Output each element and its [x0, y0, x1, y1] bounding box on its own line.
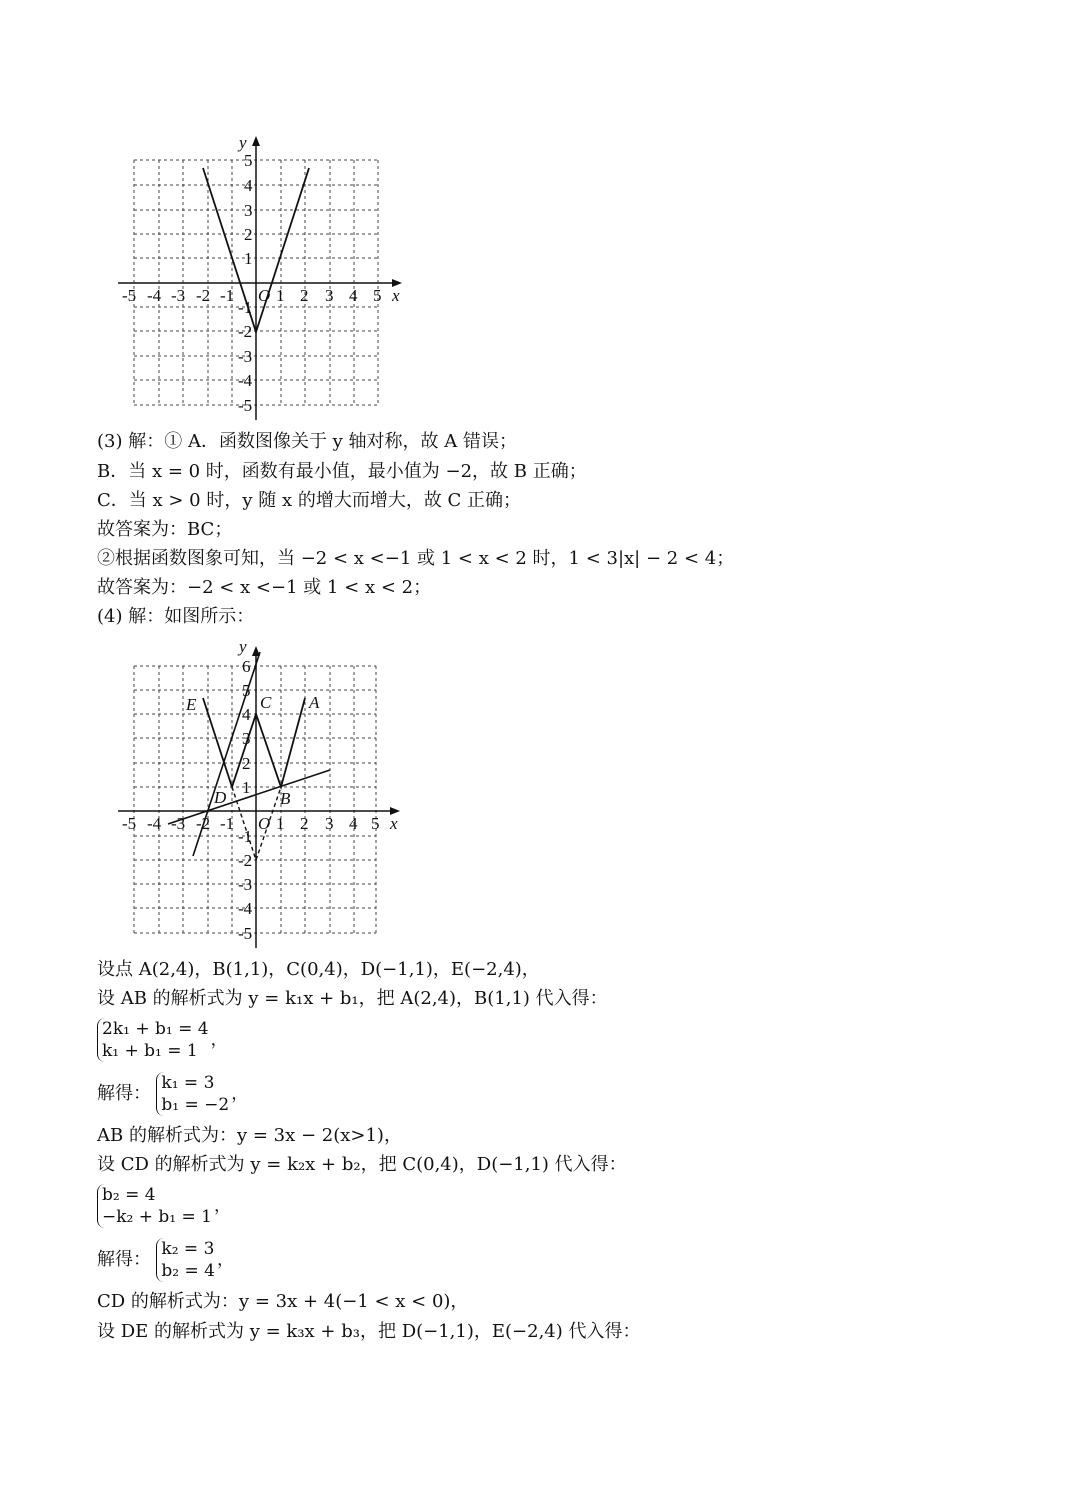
y-tick: -5 — [238, 396, 253, 415]
equation: k₂ = 3 — [161, 1239, 215, 1259]
brace-group — [156, 1238, 215, 1282]
text-line: ②根据函数图象可知，当 −2 < x <−1 或 1 < x < 2 时，1 < 3|x| − 2 < 4； — [97, 548, 735, 569]
brace-group — [156, 1072, 229, 1116]
y-tick: -4 — [238, 371, 253, 390]
y-tick: 1 — [242, 778, 251, 797]
y-tick: 5 — [244, 151, 253, 170]
x-tick: -1 — [220, 814, 235, 833]
x-tick: 4 — [349, 286, 358, 305]
x-tick: -3 — [171, 286, 186, 305]
text-line: 设点 A(2,4)，B(1,1)，C(0,4)，D(−1,1)，E(−2,4)， — [97, 959, 540, 980]
text-line: 设 DE 的解析式为 y = k₃x + b₃，把 D(−1,1)，E(−2,4) 代入得： — [97, 1321, 641, 1342]
x-tick: -5 — [122, 286, 137, 305]
y-axis-label: y — [239, 133, 247, 152]
equation: −k₂ + b₁ = 1 — [102, 1207, 212, 1227]
text-line: 故答案为：BC； — [97, 519, 233, 540]
y-tick: -1 — [238, 298, 253, 317]
y-tick: 4 — [244, 176, 253, 195]
point-label-b: B — [280, 789, 291, 808]
text-line: CD 的解析式为：y = 3x + 4(−1 < x < 0)， — [97, 1291, 469, 1312]
brace-group — [97, 1184, 212, 1228]
x-tick: -5 — [122, 814, 137, 833]
solution-label: 解得： — [97, 1083, 151, 1104]
y-tick: -2 — [238, 322, 253, 341]
x-tick: -4 — [147, 814, 162, 833]
brace-group — [97, 1018, 209, 1062]
y-tick: -3 — [238, 875, 253, 894]
origin-label: O — [258, 814, 271, 833]
piecewise-graph — [203, 698, 305, 787]
x-tick: -4 — [147, 286, 162, 305]
x-axis-label: x — [390, 814, 398, 833]
equation-system-2 — [97, 1184, 231, 1228]
y-tick: -5 — [238, 924, 253, 943]
origin-label: O — [258, 286, 271, 305]
text-line: 设 CD 的解析式为 y = k₂x + b₂，把 C(0,4)，D(−1,1) 代入得： — [97, 1154, 627, 1175]
solution-label: 解得： — [97, 1249, 151, 1270]
x-tick: 2 — [300, 814, 309, 833]
x-tick: 2 — [300, 286, 309, 305]
x-tick: 5 — [371, 814, 380, 833]
x-tick: -1 — [220, 286, 235, 305]
y-axis-arrow — [252, 136, 260, 146]
x-tick: 1 — [276, 286, 285, 305]
point-label-d: D — [214, 788, 227, 807]
solution-system-1 — [97, 1072, 248, 1116]
x-tick: 3 — [325, 286, 334, 305]
punctuation: ， — [231, 1084, 249, 1104]
point-label-e: E — [186, 695, 197, 714]
equation-system-1 — [97, 1018, 228, 1062]
point-label-c: C — [260, 693, 272, 712]
solution-system-2 — [97, 1238, 234, 1282]
punctuation: ， — [213, 1196, 231, 1216]
graph-2-svg — [110, 637, 410, 950]
y-tick: -1 — [238, 827, 253, 846]
y-tick: -4 — [238, 899, 253, 918]
y-tick: 2 — [242, 754, 251, 773]
x-axis-label: x — [392, 286, 400, 305]
x-tick: 1 — [276, 814, 285, 833]
y-tick: 5 — [242, 681, 251, 700]
y-tick: 1 — [244, 249, 253, 268]
equation: b₂ = 4 — [102, 1185, 156, 1205]
text-line: (4) 解：如图所示： — [97, 606, 255, 627]
text-line: AB 的解析式为：y = 3x − 2(x>1)， — [97, 1125, 402, 1146]
y-tick: 3 — [242, 729, 251, 748]
graph-1 — [110, 130, 410, 420]
graph-1-svg — [110, 130, 410, 420]
y-tick: -2 — [238, 851, 253, 870]
text-line: 故答案为：−2 < x <−1 或 1 < x < 2； — [97, 577, 432, 598]
x-tick: -3 — [171, 814, 186, 833]
text-line: C．当 x > 0 时，y 随 x 的增大而增大，故 C 正确； — [97, 490, 522, 511]
y-tick: -3 — [238, 347, 253, 366]
x-tick: 3 — [325, 814, 334, 833]
equation: k₁ + b₁ = 1 — [102, 1041, 198, 1061]
text-line: B．当 x = 0 时，函数有最小值，最小值为 −2，故 B 正确； — [97, 461, 587, 482]
punctuation: ， — [216, 1250, 234, 1270]
equation: b₂ = 4 — [161, 1261, 215, 1281]
y-tick: 2 — [244, 225, 253, 244]
x-tick: -2 — [196, 814, 211, 833]
x-tick: 4 — [349, 814, 358, 833]
x-tick: -2 — [196, 286, 211, 305]
y-tick: 6 — [242, 657, 251, 676]
point-label-a: A — [309, 693, 320, 712]
punctuation: ， — [210, 1030, 228, 1050]
equation: 2k₁ + b₁ = 4 — [102, 1019, 209, 1039]
equation: b₁ = −2 — [161, 1095, 230, 1115]
y-axis-label: y — [239, 637, 247, 656]
y-tick: 3 — [244, 201, 253, 220]
text-line: (3) 解：① A．函数图像关于 y 轴对称，故 A 错误； — [97, 431, 517, 452]
y-tick: 4 — [242, 705, 251, 724]
equation: k₁ = 3 — [161, 1073, 215, 1093]
graph-2 — [110, 637, 410, 943]
x-tick: 5 — [373, 286, 382, 305]
text-line: 设 AB 的解析式为 y = k₁x + b₁，把 A(2,4)，B(1,1) 代入得： — [97, 988, 608, 1009]
